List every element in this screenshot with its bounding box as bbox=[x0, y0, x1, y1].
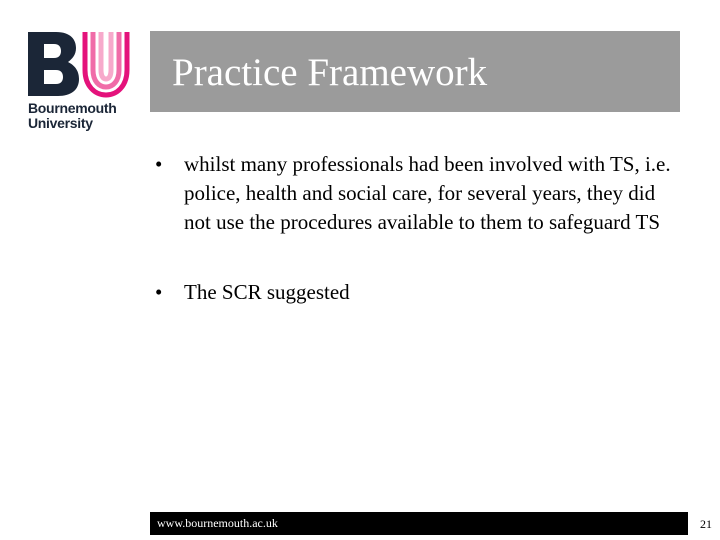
slide-title: Practice Framework bbox=[172, 51, 488, 94]
bullet-marker: • bbox=[155, 152, 163, 176]
bu-logo-mark bbox=[26, 30, 136, 98]
logo-name-line1: Bournemouth bbox=[28, 100, 117, 116]
logo-b-letter bbox=[28, 32, 79, 96]
logo-name-line2: University bbox=[28, 115, 93, 131]
bullet-list bbox=[155, 150, 685, 307]
title-banner bbox=[150, 31, 680, 112]
bullet-text: whilst many professionals had been involved with TS, i.e. police, health and social care, for several years, they did not use the procedures available to them to safeguard TS bbox=[184, 152, 671, 234]
bu-logo bbox=[26, 30, 136, 140]
bullet-item bbox=[155, 278, 685, 307]
logo-wordmark bbox=[28, 101, 116, 131]
bullet-text: The SCR suggested bbox=[184, 280, 350, 304]
bullet-item bbox=[155, 150, 675, 237]
bullet-marker: • bbox=[155, 280, 163, 304]
footer-bar bbox=[150, 512, 688, 535]
footer-url[interactable]: www.bournemouth.ac.uk bbox=[157, 516, 278, 530]
logo-u-inner bbox=[101, 32, 111, 79]
page-number: 21 bbox=[700, 517, 712, 531]
